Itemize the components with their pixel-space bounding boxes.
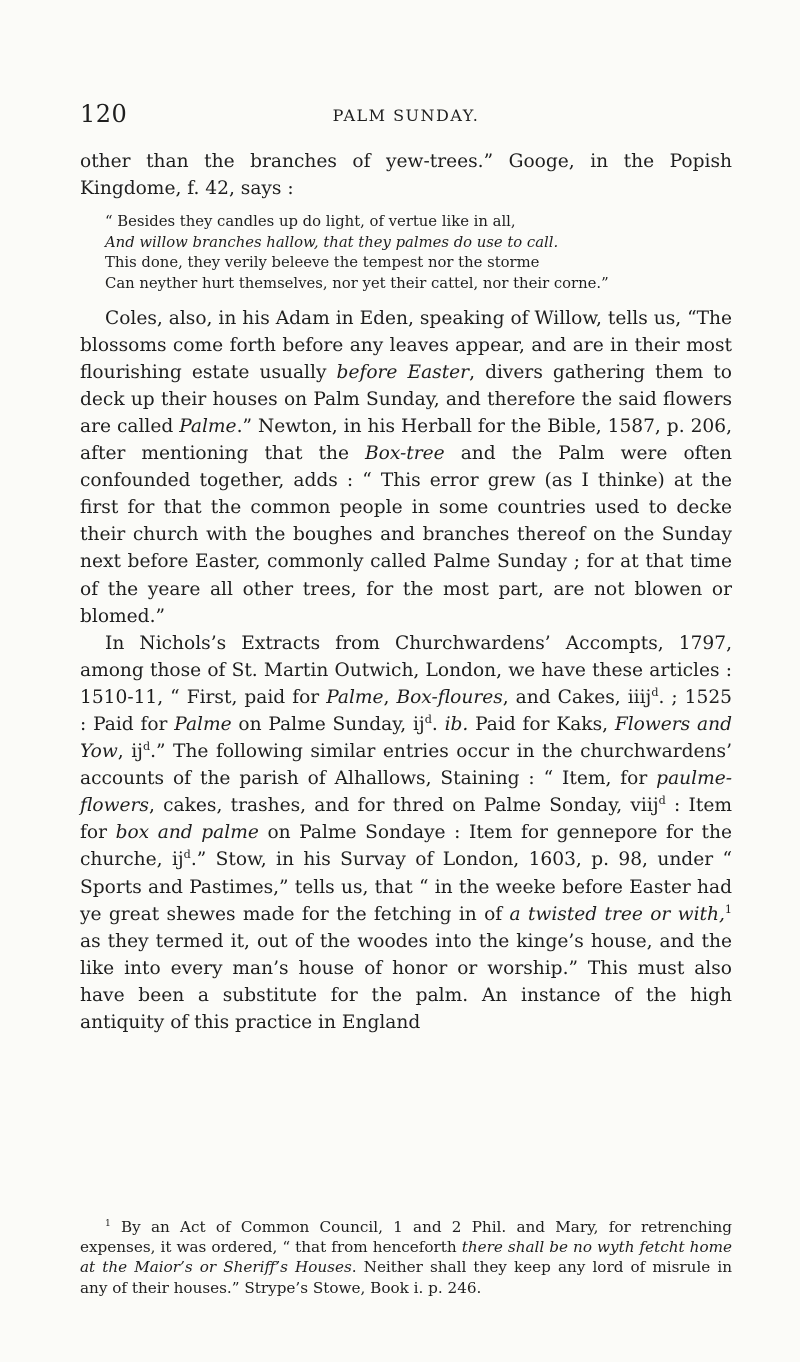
text-run: This done, they verily beleeve the tempest nor the storme [105,254,540,272]
italic-text: Flowers and Yow [80,713,732,763]
text-run: . Neither shall they keep any lord of misrule in any of their houses.” Strype’s Stowe, Book i. p. 246. [80,1258,733,1297]
superscript: d [183,848,191,862]
page-header [80,100,732,130]
superscript: 1 [724,902,732,916]
text-run: In Nichols’s Extracts from Churchwardens’ Accompts, 1797, among those of St. Martin Outwich, London, we have these articles : 1510-11, “ First, paid for [80,632,732,708]
text-run: , ij [117,741,143,763]
text-run: Coles, also, in his Adam in Eden, speaking of Willow, tells us, “The blossoms come forth before any leaves appear, and are in their most flourishing estate usually [80,307,732,383]
italic-text: Palme [174,713,232,735]
text-run: , divers gathering them to deck up their houses on Palm Sunday, and therefore the said flowers are called [80,361,732,437]
italic-text: paulme-flowers [80,768,732,817]
verse-line [105,274,732,295]
text-run: .” The following similar entries occur in the churchwardens’ accounts of the parish of Alhallows, Staining : “ Item, for [80,741,732,790]
italic-text: a twisted tree or with, [509,903,725,925]
italic-text: there shall be no wyth fetcht home at the Maior’s or Sheriff’s Houses [80,1238,732,1277]
italic-text: Palme [179,415,237,437]
text-run: Paid for Kaks, [468,713,615,735]
italic-text: Box-floures [396,686,503,708]
verse-line [105,212,732,233]
text-run: other than the branches of yew-trees.” Googe, in the Popish Kingdome, f. 42, says : [80,151,732,200]
verse-line [105,253,732,274]
text-run: on Palme Sondaye : Item for gennepore for the churche, ij [80,822,733,871]
italic-text: And willow branches hallow, that they palmes do use to call. [105,233,559,251]
italic-text: ib. [444,713,469,735]
superscript: d [424,712,432,726]
text-run: : Item for [80,795,732,844]
footnote [80,1217,732,1298]
verse-quotation [105,212,732,294]
superscript: d [142,739,151,753]
text-run: .” Stow, in his Survay of London, 1603, p. 98, under “ Sports and Pastimes,” tells us, that “ in the weeke before Easter had ye great shewes made for the fetching in of [80,849,732,925]
page-number: 120 [80,100,128,128]
italic-text: before Easter [336,361,470,383]
italic-text: box and palme [115,822,259,844]
paragraph [80,305,732,630]
text-run: .” Newton, in his Herball for the Bible, 1587, p. 206, after mentioning that the [80,415,732,465]
paragraph [80,630,732,1036]
italic-text: Box-tree [365,443,445,465]
text-run: and the Palm were often confounded together, adds : “ This error grew (as I thinke) at the first for that the common people in some countries used to decke their church with the boughes and branches thereof on the Sunday next before Easter, commonly called Palme Sunday ; for at that time of the yeare all other trees, for the most part, are not blowen or blomed.” [80,443,732,627]
text-run: Can neyther hurt themselves, nor yet their cattel, nor their corne.” [105,274,609,292]
superscript: 1 [105,1218,111,1229]
text-run: . ; 1525 : Paid for [80,686,732,735]
text-run: , and Cakes, iiij [502,686,652,708]
paragraph [80,148,732,202]
italic-text: Palme [326,686,384,708]
running-title: PALM SUNDAY. [332,106,480,125]
superscript: d [651,685,659,699]
text-run: , cakes, trashes, and for thred on Palme Sonday, viij [148,795,659,817]
verse-line [105,233,732,254]
text-run: By an Act of Common Council, 1 and 2 Phil. and Mary, for retrenching expenses, it was ordered, “ that from henceforth [80,1218,732,1257]
body-text [80,148,732,1036]
text-run: “ Besides they candles up do light, of vertue like in all, [105,213,516,231]
text-run: on Palme Sunday, ij [231,713,425,735]
text-run: , [383,686,397,708]
text-run: as they termed it, out of the woodes into the kinge’s house, and the like into every man’s house of honor or worship.” This must also have been a substitute for the palm. An instance of the high antiquity of this practice in England [80,930,732,1033]
superscript: d [658,794,666,808]
book-page [80,0,732,1362]
text-run: . [431,713,445,735]
